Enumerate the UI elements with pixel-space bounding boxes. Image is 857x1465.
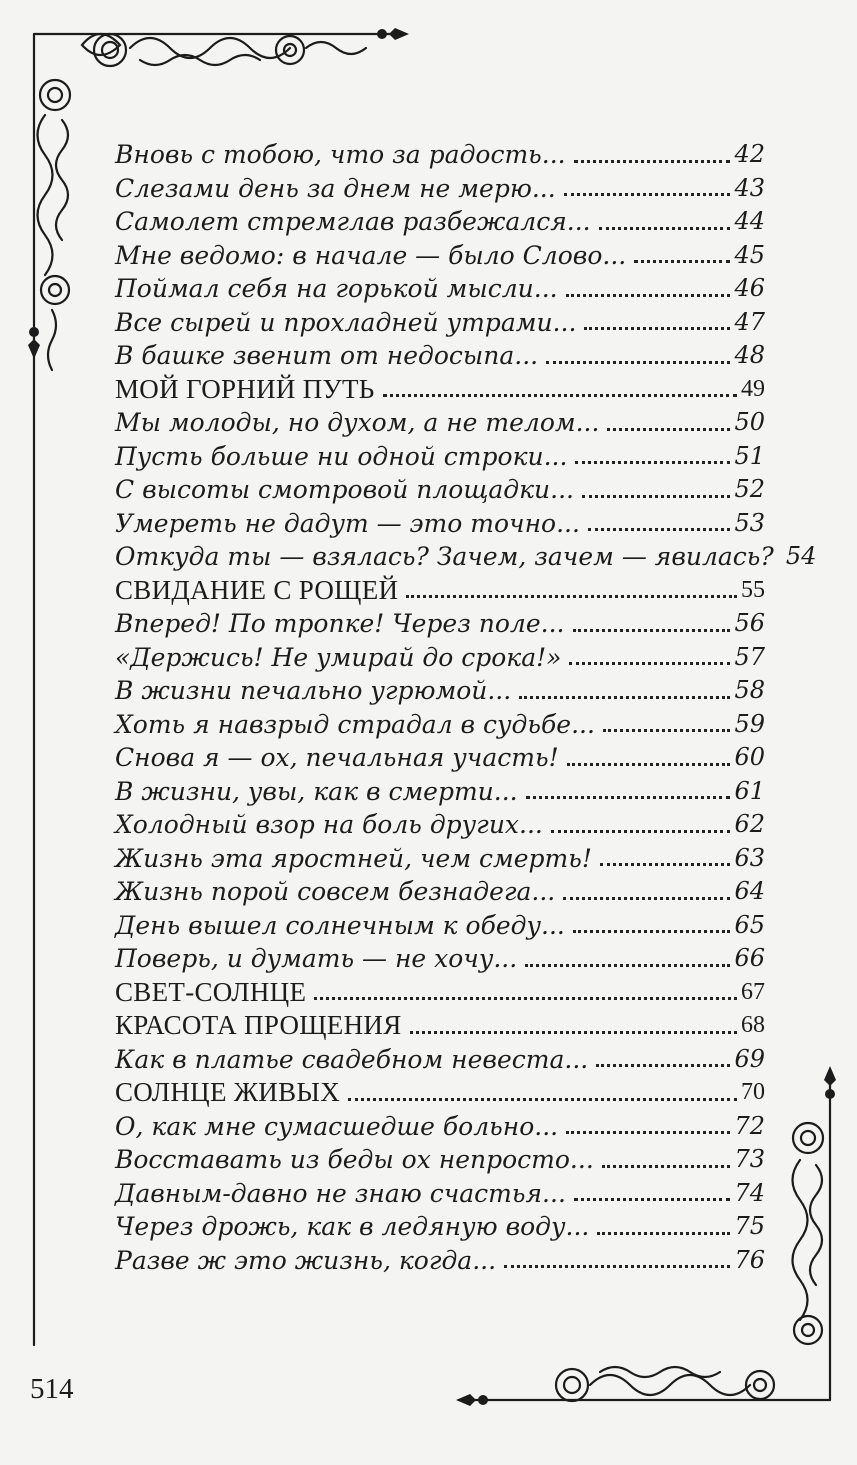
toc-entry-page: 54 xyxy=(785,542,817,570)
toc-entry xyxy=(115,674,765,708)
toc-entry-page: 55 xyxy=(741,576,765,603)
toc-entry-title: Поверь, и думать — не хочу... xyxy=(115,944,518,973)
dot-leader xyxy=(383,394,737,397)
dot-leader xyxy=(526,796,731,799)
toc-entry xyxy=(115,172,765,206)
toc-entry xyxy=(115,1043,765,1077)
toc-entry-title: Самолет стремглав разбежался... xyxy=(115,207,591,236)
toc-entry-page: 52 xyxy=(734,475,765,503)
dot-leader xyxy=(599,227,731,230)
toc-entry-title: Восставать из беды ох непросто... xyxy=(115,1145,594,1174)
toc-entry-title: Холодный взор на боль других... xyxy=(115,810,543,839)
dot-leader xyxy=(602,1165,731,1168)
dot-leader xyxy=(603,729,731,732)
toc-entry-title: Откуда ты — взялась? Зачем, зачем — явилась? xyxy=(115,542,774,571)
dot-leader xyxy=(546,361,730,364)
toc-entry xyxy=(115,406,765,440)
dot-leader xyxy=(348,1098,737,1101)
toc-entry-page: 61 xyxy=(734,776,765,805)
toc-entry xyxy=(115,842,765,876)
toc-entry-page: 64 xyxy=(734,877,765,905)
toc-entry-title: Как в платье свадебном невеста... xyxy=(115,1044,589,1074)
toc-entry-page: 65 xyxy=(734,910,765,939)
toc-entry-title: Давным-давно не знаю счастья... xyxy=(115,1178,566,1208)
toc-entry xyxy=(115,239,765,273)
dot-leader xyxy=(573,930,731,933)
toc-entry-title: МОЙ ГОРНИЙ ПУТЬ xyxy=(115,373,375,404)
toc-entry xyxy=(115,473,765,507)
toc-entry-page: 70 xyxy=(741,1079,765,1105)
toc-entry-title: СВИДАНИЕ С РОЩЕЙ xyxy=(115,574,399,605)
toc-entry-title: Жизнь эта яростней, чем смерть! xyxy=(115,843,592,873)
dot-leader xyxy=(596,1064,730,1067)
toc-entry-title: Слезами день за днем не мерю... xyxy=(115,173,556,203)
toc-entry-page: 59 xyxy=(734,709,765,738)
toc-entry xyxy=(115,741,765,775)
toc-entry xyxy=(115,607,765,641)
toc-entry-title: В башке звенит от недосыпа... xyxy=(115,341,539,370)
toc-entry-page: 73 xyxy=(734,1145,765,1173)
dot-leader xyxy=(504,1265,730,1268)
toc-entry xyxy=(115,205,765,239)
dot-leader xyxy=(567,763,731,766)
toc-entry xyxy=(115,1177,765,1211)
dot-leader xyxy=(588,528,731,531)
toc-entry-page: 66 xyxy=(734,944,765,972)
toc-entry-title: День вышел солнечным к обеду... xyxy=(115,910,565,940)
toc-entry-title: КРАСОТА ПРОЩЕНИЯ xyxy=(115,1010,402,1040)
page-number: 514 xyxy=(30,1373,74,1405)
toc-entry-page: 56 xyxy=(734,609,765,637)
table-of-contents xyxy=(115,138,817,1277)
toc-entry xyxy=(115,1110,765,1144)
toc-entry-page: 57 xyxy=(734,642,765,671)
dot-leader xyxy=(575,461,730,464)
toc-entry xyxy=(115,306,765,340)
toc-entry-title: Мы молоды, но духом, а не телом... xyxy=(115,408,600,437)
toc-section-entry xyxy=(115,1076,765,1110)
toc-entry-title: «Держись! Не умирай до срока!» xyxy=(115,642,562,672)
toc-entry-title: СОЛНЦЕ ЖИВЫХ xyxy=(115,1077,341,1107)
toc-entry xyxy=(115,507,765,541)
toc-entry-page: 45 xyxy=(734,240,765,269)
dot-leader xyxy=(406,595,737,598)
dot-leader xyxy=(607,428,730,431)
toc-entry xyxy=(115,138,765,172)
toc-entry xyxy=(115,942,765,976)
toc-entry-title: О, как мне сумасшедше больно... xyxy=(115,1111,559,1141)
toc-entry xyxy=(115,775,765,809)
toc-entry-page: 51 xyxy=(734,441,765,470)
toc-entry-page: 74 xyxy=(734,1178,765,1207)
dot-leader xyxy=(566,294,731,297)
toc-entry xyxy=(115,339,765,373)
dot-leader xyxy=(569,662,730,665)
toc-entry-page: 53 xyxy=(734,508,765,537)
toc-entry-title: СВЕТ-СОЛНЦЕ xyxy=(115,976,307,1007)
toc-section-entry xyxy=(115,976,765,1010)
toc-entry-title: В жизни, увы, как в смерти... xyxy=(115,776,518,806)
toc-entry-title: С высоты смотровой площадки... xyxy=(115,475,574,504)
dot-leader xyxy=(582,495,730,498)
dot-leader xyxy=(634,260,730,263)
dot-leader xyxy=(574,1198,731,1201)
toc-entry-page: 42 xyxy=(734,140,765,168)
toc-entry xyxy=(115,909,765,943)
dot-leader xyxy=(597,1232,730,1235)
toc-entry-page: 47 xyxy=(734,307,765,336)
toc-entry-page: 48 xyxy=(734,341,765,369)
toc-entry-title: Через дрожь, как в ледяную воду... xyxy=(115,1212,590,1241)
toc-entry-page: 76 xyxy=(734,1245,765,1274)
toc-entry xyxy=(115,1143,765,1177)
dot-leader xyxy=(566,1131,730,1134)
toc-entry xyxy=(115,875,765,909)
dot-leader xyxy=(564,193,731,196)
toc-entry xyxy=(115,641,765,675)
toc-entry-page: 60 xyxy=(734,743,765,771)
toc-entry-title: Поймал себя на горькой мысли... xyxy=(115,274,558,303)
toc-entry-page: 63 xyxy=(734,843,765,872)
toc-entry xyxy=(115,1210,765,1244)
toc-section-entry xyxy=(115,1009,765,1043)
toc-entry-page: 67 xyxy=(741,978,765,1005)
toc-entry-page: 44 xyxy=(734,207,765,235)
dot-leader xyxy=(563,897,730,900)
dot-leader xyxy=(551,830,731,833)
toc-entry xyxy=(115,808,765,842)
toc-entry xyxy=(115,440,765,474)
toc-entry-title: Все сырей и прохладней утрами... xyxy=(115,307,577,337)
toc-entry-page: 75 xyxy=(734,1212,765,1240)
toc-entry-title: В жизни печально угрюмой... xyxy=(115,676,512,705)
toc-entry xyxy=(115,708,765,742)
dot-leader xyxy=(600,863,731,866)
toc-entry xyxy=(115,272,765,306)
dot-leader xyxy=(573,629,731,632)
toc-entry xyxy=(115,540,817,574)
toc-entry-title: Снова я — ох, печальная участь! xyxy=(115,743,559,772)
toc-entry-title: Жизнь порой совсем безнадега... xyxy=(115,877,556,906)
dot-leader xyxy=(519,696,730,699)
toc-entry-title: Вновь с тобою, что за радость... xyxy=(115,140,566,169)
toc-entry-page: 50 xyxy=(734,408,765,436)
toc-section-entry xyxy=(115,373,765,407)
toc-section-entry xyxy=(115,574,765,608)
toc-entry-title: Мне ведомо: в начале — было Слово... xyxy=(115,240,627,270)
dot-leader xyxy=(574,160,731,163)
toc-entry-page: 58 xyxy=(734,676,765,704)
toc-entry-title: Пусть больше ни одной строки... xyxy=(115,441,568,471)
dot-leader xyxy=(314,997,737,1000)
toc-entry-title: Умереть не дадут — это точно... xyxy=(115,508,580,538)
toc-entry-page: 72 xyxy=(734,1111,765,1140)
toc-entry-page: 69 xyxy=(734,1044,765,1073)
toc-entry-page: 49 xyxy=(741,375,765,402)
toc-entry-title: Хоть я навзрыд страдал в судьбе... xyxy=(115,709,595,739)
toc-entry xyxy=(115,1244,765,1278)
toc-entry-title: Вперед! По тропке! Через поле... xyxy=(115,609,565,638)
toc-entry-page: 68 xyxy=(741,1012,765,1038)
toc-entry-page: 62 xyxy=(734,810,765,838)
toc-entry-page: 43 xyxy=(734,173,765,202)
dot-leader xyxy=(525,964,730,967)
toc-entry-title: Разве ж это жизнь, когда... xyxy=(115,1245,497,1275)
dot-leader xyxy=(584,327,730,330)
dot-leader xyxy=(410,1031,737,1034)
toc-entry-page: 46 xyxy=(734,274,765,302)
